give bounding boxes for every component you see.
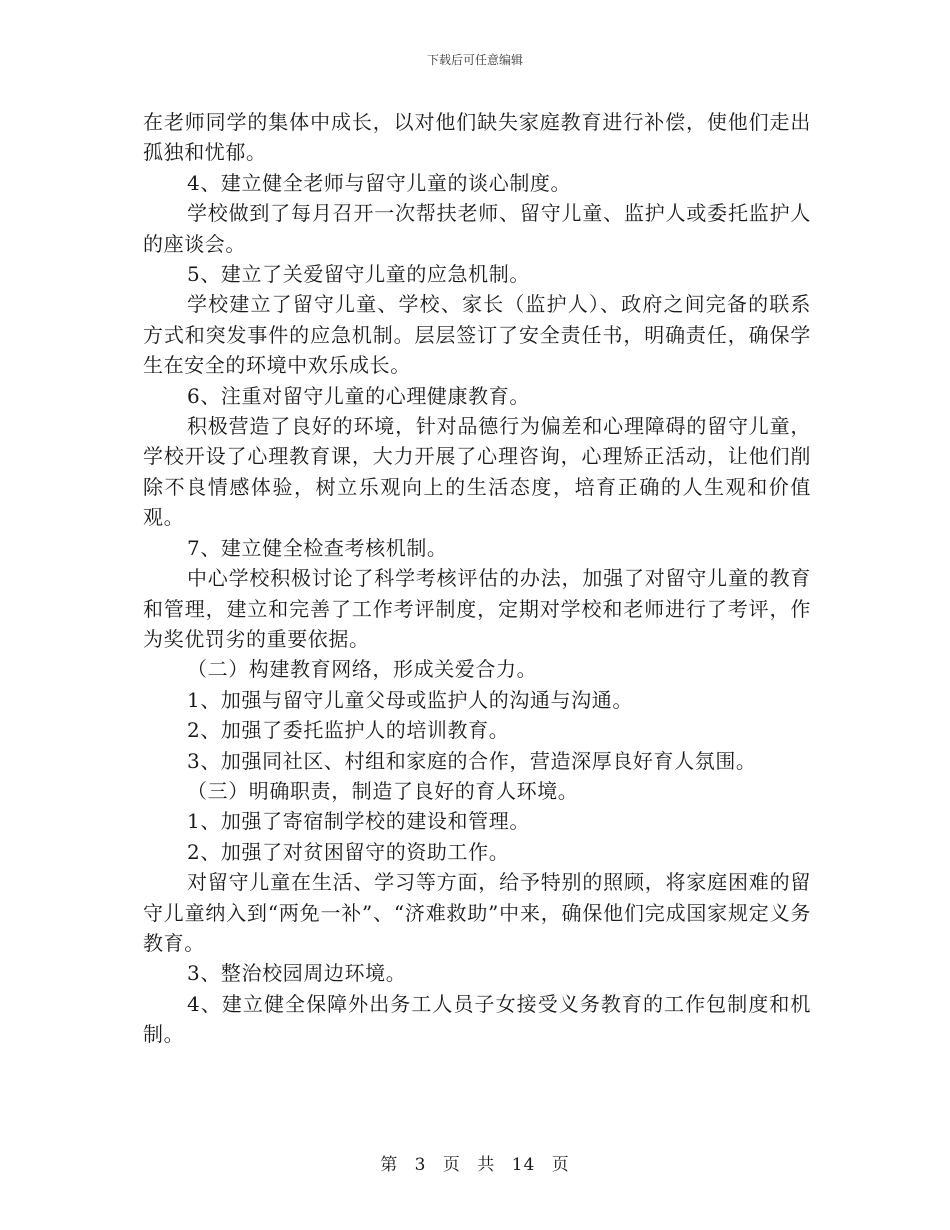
- document-body: [143, 107, 811, 1050]
- page-header: 下载后可任意编辑: [426, 53, 523, 67]
- paragraph: 1、加强与留守儿童父母或监护人的沟通与沟通。: [187, 687, 633, 712]
- total-pages-number: 14: [511, 1155, 536, 1175]
- paragraph: 学校做到了每月召开一次帮扶老师、留守儿童、监护人或委托监护人的座谈会。: [143, 201, 811, 256]
- paragraph: 中心学校积极讨论了科学考核评估的办法，加强了对留守儿童的教育和管理，建立和完善了工作考评制度，定期对学校和老师进行了考评，作为奖优罚劣的重要依据。: [143, 566, 811, 651]
- section-heading: （二）构建教育网络，形成关爱合力。: [187, 657, 538, 682]
- current-page-number: 3: [414, 1155, 427, 1175]
- footer-suffix: 页: [551, 1155, 570, 1175]
- paragraph: 3、整治校园周边环境。: [187, 961, 407, 986]
- paragraph: 4、建立健全保障外出务工人员子女接受义务教育的工作包制度和机制。: [143, 991, 811, 1047]
- footer-prefix: 第: [380, 1155, 399, 1175]
- footer-page-word: 页: [442, 1155, 461, 1175]
- paragraph: 学校建立了留守儿童、学校、家长（监护人）、政府之间完备的联系方式和突发事件的应急机制。层层签订了安全责任书，明确责任，确保学生在安全的环境中欢乐成长。: [143, 292, 811, 378]
- paragraph: 2、加强了对贫困留守的资助工作。: [187, 839, 510, 864]
- paragraph: 1、加强了寄宿制学校的建设和管理。: [187, 809, 530, 834]
- paragraph: 6、注重对留守儿童的心理健康教育。: [187, 383, 530, 408]
- footer-total-word: 共: [477, 1155, 496, 1175]
- paragraph: 在老师同学的集体中成长，以对他们缺失家庭教育进行补偿，使他们走出孤独和忧郁。: [143, 110, 811, 165]
- section-heading: （三）明确职责，制造了良好的育人环境。: [187, 778, 579, 803]
- paragraph: 对留守儿童在生活、学习等方面，给予特别的照顾，将家庭困难的留守儿童纳入到“两免一补”、“济难救助”中来，确保他们完成国家规定义务教育。: [143, 870, 811, 955]
- paragraph: 4、建立健全老师与留守儿童的谈心制度。: [187, 170, 572, 195]
- paragraph: 2、加强了委托监护人的培训教育。: [187, 718, 510, 743]
- page-footer: [0, 1154, 950, 1176]
- paragraph: 积极营造了良好的环境，针对品德行为偏差和心理障碍的留守儿童，学校开设了心理教育课，大力开展了心理咨询，心理矫正活动，让他们削除不良情感体验，树立乐观向上的生活态度，培育正确的人生观和价值观。: [143, 414, 811, 530]
- paragraph: 7、建立健全检查考核机制。: [187, 535, 448, 560]
- paragraph: 5、建立了关爱留守儿童的应急机制。: [187, 262, 530, 287]
- paragraph: 3、加强同社区、村组和家庭的合作，营造深厚良好育人氛围。: [187, 748, 757, 773]
